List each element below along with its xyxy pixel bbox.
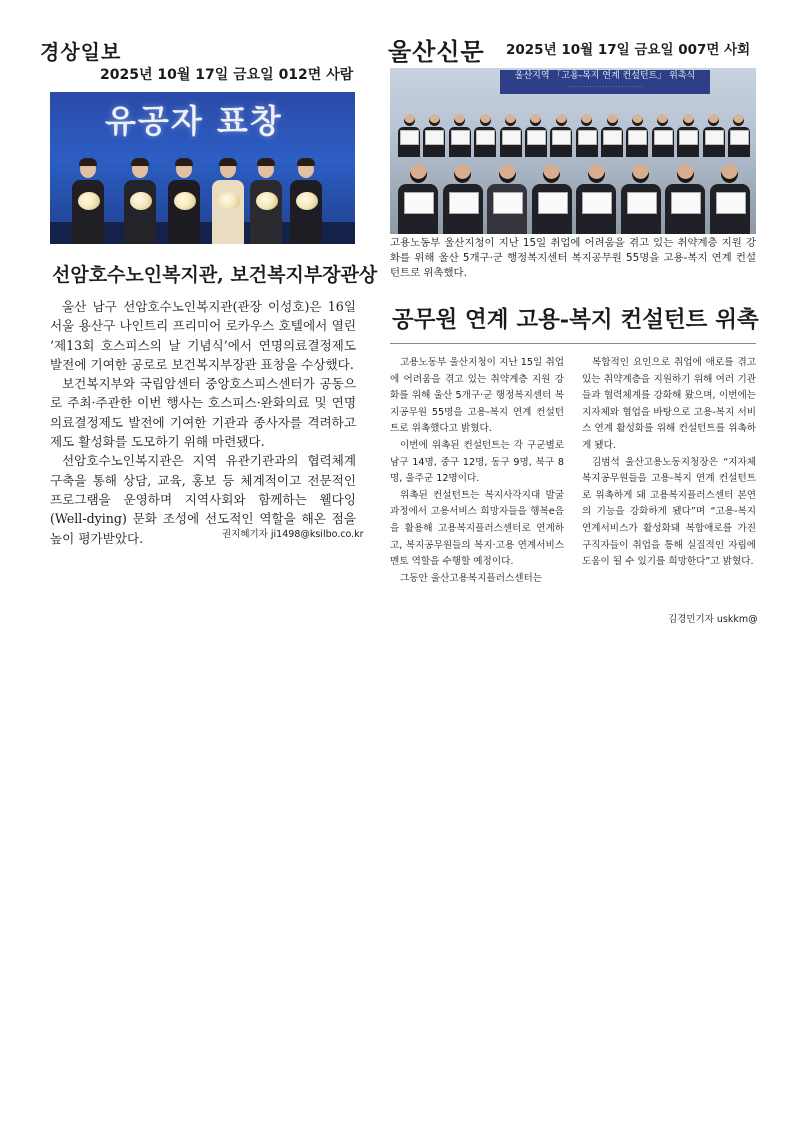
photo-person <box>601 114 623 157</box>
headline-divider <box>390 343 756 344</box>
photo-person <box>576 114 598 157</box>
photo-front-row <box>398 164 750 234</box>
right-article-column-2 <box>582 355 756 571</box>
article-paragraph: 선암호수노인복지관은 지역 유관기관과의 협력체계 구축을 통해 상담, 교육, 홍보 등 체계적이고 전문적인 프로그램을 운영하며 지역사회와 함께하는 웰다잉(Well-dying) 문화 조성에 선도적인 역할을 해온 점을 높이 평가받았다. <box>50 453 356 546</box>
article-paragraph: 고용노동부 울산지청이 지난 15일 취업에 어려움을 겪고 있는 취약계층 지원 강화를 위해 울산 5개구·군 행정복지센터 복지공무원 55명을 고용-복지 연계 컨설턴트로 위촉했다고 밝혔다. <box>390 357 564 435</box>
photo-person <box>212 158 244 244</box>
photo-person <box>621 164 661 234</box>
photo-person <box>677 114 699 157</box>
article-paragraph: 울산 남구 선암호수노인복지관(관장 이성호)은 16일 서울 용산구 나인트리 프리미어 로카우스 호텔에서 열린 ‘제13회 호스피스의 날 기념식’에서 연명의료결정제도 발전에 기여한 공로로 보건복지부장관 표창을 수상했다. <box>50 299 356 372</box>
photo-person <box>652 114 674 157</box>
right-headline: 공무원 연계 고용-복지 컨설턴트 위촉 <box>392 307 759 333</box>
photo-person <box>449 114 471 157</box>
article-paragraph: 이번에 위촉된 컨설턴트는 각 구군별로 남구 14명, 중구 12명, 동구 9명, 북구 8명, 울주군 12명이다. <box>390 439 564 485</box>
photo-back-row <box>398 114 750 157</box>
photo-person <box>443 164 483 234</box>
photo-wall-banner <box>500 70 710 94</box>
right-dateline: 2025년 10월 17일 금요일 007면 사회 <box>506 42 751 58</box>
right-byline: 김경민기자 uskkm@ <box>668 614 758 625</box>
photo-person <box>525 114 547 157</box>
left-article-photo <box>50 92 355 244</box>
right-photo-caption: 고용노동부 울산지청이 지난 15일 취업에 어려움을 겪고 있는 취약계층 지원 강화를 위해 울산 5개구·군 행정복지센터 복지공무원 55명을 고용-복지 연계 컨설턴트로 위촉했다. <box>390 237 756 279</box>
left-headline: 선암호수노인복지관, 보건복지부장관상 <box>52 264 378 286</box>
photo-person <box>168 158 200 244</box>
article-paragraph: 보건복지부와 국립암센터 중앙호스피스센터가 공동으로 주최·주관한 이번 행사는 호스피스·완화의료 및 연명의료결정제도 발전에 기여한 기관과 종사자를 격려하고 제도 활성화를 도모하기 위해 마련됐다. <box>50 376 356 450</box>
photo-person <box>398 114 420 157</box>
photo-wall-banner-subline: · · · · · · · · · · · · · · · · · · · · · · · · <box>567 84 643 90</box>
right-paper-name: 울산신문 <box>388 38 485 66</box>
right-article-photo <box>390 68 756 234</box>
photo-person <box>728 114 750 157</box>
photo-person <box>487 164 527 234</box>
photo-person <box>474 114 496 157</box>
left-byline: 권지혜기자 ji1498@ksilbo.co.kr <box>222 529 364 540</box>
photo-person <box>250 158 282 244</box>
photo-banner-text: 유공자 표창 <box>105 102 283 140</box>
photo-person <box>550 114 572 157</box>
photo-person <box>626 114 648 157</box>
photo-wall-banner-title: 울산지역 「고용-복지 연계 컨설턴트」 위촉식 <box>514 71 696 81</box>
photo-person <box>710 164 750 234</box>
photo-person <box>72 158 104 244</box>
photo-person <box>124 158 156 244</box>
article-paragraph: 위촉된 컨설턴트는 복지사각지대 발굴과정에서 고용서비스 희망자들을 행복e음을 활용해 고용복지플러스센터로 연계하고, 복지공무원들의 복지·고용 연계서비스 멘토 역할을 수행할 예정이다. <box>390 489 564 568</box>
photo-person <box>290 158 322 244</box>
photo-person <box>423 114 445 157</box>
photo-person <box>532 164 572 234</box>
photo-person <box>500 114 522 157</box>
photo-person <box>665 164 705 234</box>
article-paragraph: 그동안 울산고용복지플러스센터는 <box>400 572 543 584</box>
left-dateline: 2025년 10월 17일 금요일 012면 사람 <box>100 67 354 83</box>
left-article-body <box>50 297 356 548</box>
photo-person <box>703 114 725 157</box>
article-paragraph: 복합적인 요인으로 취업에 애로를 겪고 있는 취약계층을 지원하기 위해 여러 기관들과 협력체계를 강화해 왔으며, 이번에는 지자체와 협업을 바탕으로 고용-복지 서비스 연계 활성화를 위해 컨설턴트를 위촉하게 됐다. <box>582 357 756 451</box>
right-article-column-1 <box>390 355 564 587</box>
article-paragraph: 김범석 울산고용노동지청장은 “지자체 복지공무원들을 고용-복지 연계 컨설턴트로 위촉하게 돼 고용복지플러스센터 본연의 기능을 강화하게 됐다”며 “고용-복지 연계서비스가 활성화돼 복합애로를 가진 구직자들이 취업을 통해 실질적인 자립에 도움이 될 수 있기를 희망한다”고 밝혔다. <box>582 456 756 568</box>
left-paper-name: 경상일보 <box>40 40 122 64</box>
photo-person <box>398 164 438 234</box>
photo-person <box>576 164 616 234</box>
